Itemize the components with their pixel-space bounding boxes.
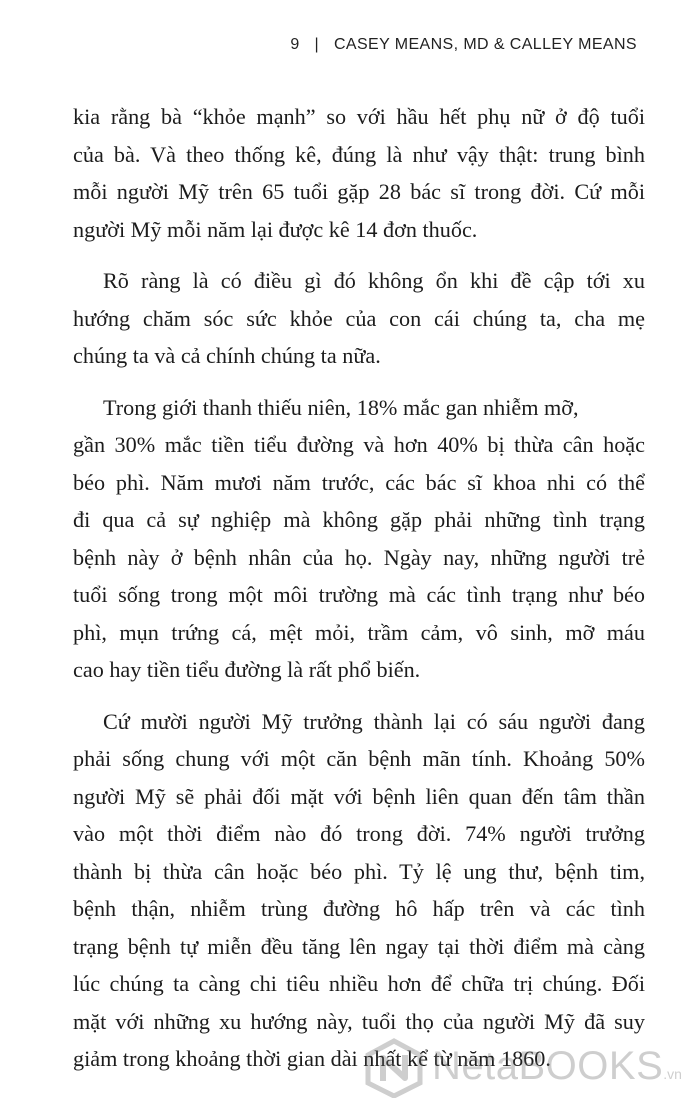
- text-line: trạng bệnh tự miễn đều tăng lên ngay tại thời điểm mà càng: [73, 933, 645, 959]
- watermark-brand: NetaBOOKS: [432, 1044, 664, 1088]
- text-line: Cứ mười người Mỹ trưởng thành lại có sáu người đang: [103, 708, 645, 734]
- text-line: giảm trong khoảng thời gian dài nhất kể từ năm 1860.: [73, 1046, 551, 1071]
- text-line: béo phì. Năm mươi năm trước, các bác sĩ khoa nhi có thể: [73, 469, 645, 495]
- text-line: vào một thời điểm nào đó trong đời. 74% người trưởng: [73, 821, 645, 846]
- text-line: người Mỹ sẽ phải đối mặt với bệnh liên quan đến tâm thần: [73, 783, 645, 809]
- text-line: gần 30% mắc tiền tiểu đường và hơn 40% bị thừa cân hoặc: [73, 432, 645, 457]
- text-line: cao hay tiền tiểu đường là rất phổ biến.: [73, 657, 421, 682]
- body-text: [73, 98, 645, 1078]
- text-line: phải sống chung với một căn bệnh mãn tính. Khoảng 50%: [73, 746, 645, 771]
- text-line: đi qua cả sự nghiệp mà không gặp phải những tình trạng: [73, 507, 645, 532]
- text-line: người Mỹ mỗi năm lại được kê 14 đơn thuốc.: [73, 216, 478, 242]
- text-line: lúc chúng ta càng chi tiêu nhiều hơn để chữa trị chúng. Đối: [73, 971, 645, 996]
- text-line: Rõ ràng là có điều gì đó không ổn khi đề cập tới xu: [103, 268, 645, 293]
- header-separator: |: [314, 36, 320, 53]
- text-line: bệnh thận, nhiễm trùng đường hô hấp trên và các tình: [73, 896, 645, 921]
- paragraph-4: [73, 703, 645, 1078]
- header-authors: CASEY MEANS, MD & CALLEY MEANS: [333, 36, 637, 53]
- text-line: kia rằng bà “khỏe mạnh” so với hầu hết phụ nữ ở độ tuổi: [73, 104, 645, 129]
- netabooks-watermark: [362, 1038, 688, 1098]
- text-line: bệnh này ở bệnh nhân của họ. Ngày nay, những người trẻ: [73, 544, 645, 570]
- netabooks-n-logo-icon: [362, 1038, 426, 1098]
- paragraph-1: [73, 98, 645, 248]
- watermark-suffix: .vn: [663, 1066, 682, 1082]
- text-line: của bà. Và theo thống kê, đúng là như vậy thật: trung bình: [73, 141, 645, 167]
- paragraph-2: [73, 262, 645, 375]
- text-line: mặt với những xu hướng này, tuổi thọ của người Mỹ đã suy: [73, 1008, 645, 1034]
- paragraph-3: [73, 389, 645, 689]
- text-line: chúng ta và cả chính chúng ta nữa.: [73, 343, 381, 368]
- text-line: hướng chăm sóc sức khỏe của con cái chúng ta, cha mẹ: [73, 305, 645, 331]
- running-header: [290, 36, 637, 54]
- text-line: Trong giới thanh thiếu niên, 18% mắc gan nhiễm mỡ,: [103, 394, 579, 420]
- watermark-text: [432, 1044, 682, 1089]
- text-line: thành bị thừa cân hoặc béo phì. Tỷ lệ ung thư, bệnh tim,: [73, 858, 645, 884]
- text-line: phì, mụn trứng cá, mệt mỏi, trầm cảm, vô sinh, mỡ máu: [73, 619, 645, 645]
- text-line: mỗi người Mỹ trên 65 tuổi gặp 28 bác sĩ trong đời. Cứ mỗi: [73, 179, 645, 204]
- text-line: tuổi sống trong một môi trường mà các tình trạng như béo: [73, 582, 645, 607]
- page-number: 9: [290, 36, 300, 53]
